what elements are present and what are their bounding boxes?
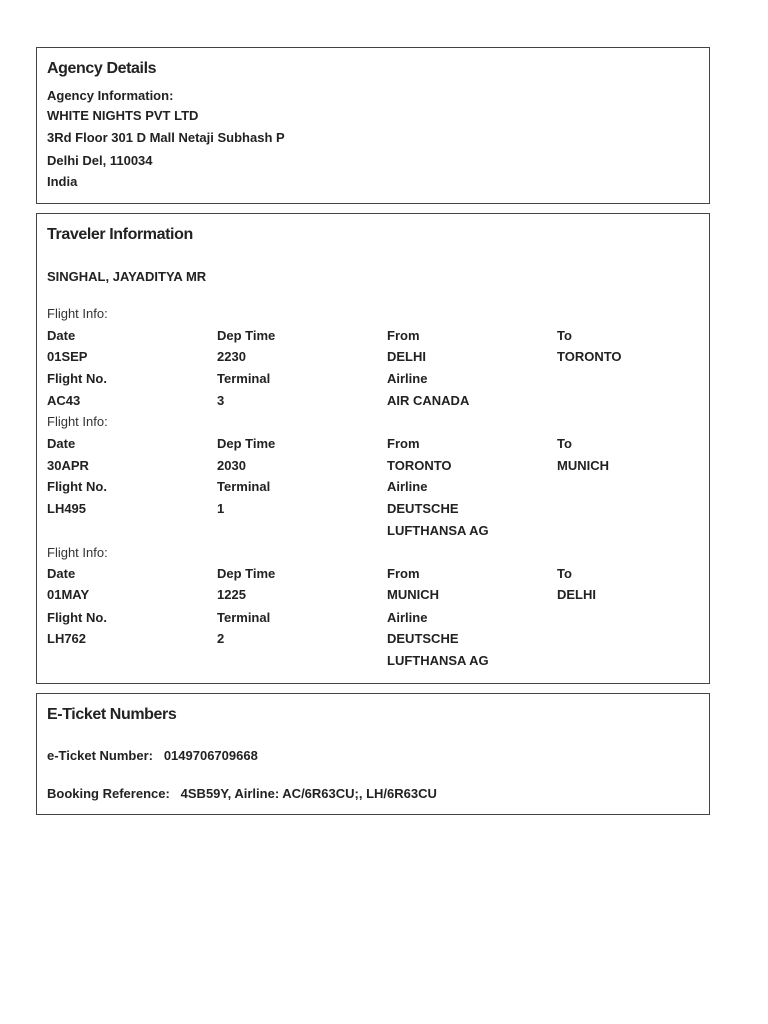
flight-no-header: Flight No. <box>47 479 107 494</box>
flight-from: MUNICH <box>387 587 439 602</box>
flight-airline-continued: LUFTHANSA AG <box>387 523 489 538</box>
terminal-header: Terminal <box>217 479 271 494</box>
flight-date: 01SEP <box>47 349 88 364</box>
agency-address-line1: 3Rd Floor 301 D Mall Netaji Subhash P <box>47 130 285 145</box>
flight-date: 30APR <box>47 458 89 473</box>
agency-details-section <box>36 47 710 204</box>
dep-time-header: Dep Time <box>217 566 276 581</box>
booking-reference-label: Booking Reference: <box>47 786 170 801</box>
flight-number: LH495 <box>47 501 87 516</box>
dep-time-header: Dep Time <box>217 436 276 451</box>
airline-header: Airline <box>387 610 428 625</box>
flight-dep-time: 2030 <box>217 458 246 473</box>
booking-reference-value: 4SB59Y, Airline: AC/6R63CU;, LH/6R63CU <box>180 786 437 801</box>
airline-header: Airline <box>387 479 428 494</box>
flight-from: DELHI <box>387 349 426 364</box>
flight-dep-time: 2230 <box>217 349 246 364</box>
eticket-number-label: e-Ticket Number: <box>47 748 153 763</box>
flight-info-label: Flight Info: <box>47 545 108 560</box>
booking-reference-row <box>47 786 437 802</box>
date-header: Date <box>47 566 76 581</box>
agency-section-title: Agency Details <box>47 60 157 77</box>
eticket-number-row <box>47 748 258 764</box>
flight-airline: DEUTSCHE <box>387 631 459 646</box>
to-header: To <box>557 436 572 451</box>
flight-no-header: Flight No. <box>47 610 107 625</box>
agency-name: WHITE NIGHTS PVT LTD <box>47 108 199 123</box>
agency-address-line2: Delhi Del, 110034 <box>47 153 153 168</box>
flight-dep-time: 1225 <box>217 587 246 602</box>
flight-from: TORONTO <box>387 458 452 473</box>
flight-airline: AIR CANADA <box>387 393 470 408</box>
agency-country: India <box>47 174 78 189</box>
flight-to: TORONTO <box>557 349 622 364</box>
eticket-section-title: E-Ticket Numbers <box>47 706 177 723</box>
flight-number: LH762 <box>47 631 87 646</box>
flight-terminal: 2 <box>217 631 225 646</box>
flight-info-label: Flight Info: <box>47 306 108 321</box>
dep-time-header: Dep Time <box>217 328 276 343</box>
flight-to: DELHI <box>557 587 596 602</box>
date-header: Date <box>47 436 76 451</box>
date-header: Date <box>47 328 76 343</box>
agency-info-label: Agency Information: <box>47 88 174 103</box>
flight-date: 01MAY <box>47 587 90 602</box>
from-header: From <box>387 436 420 451</box>
to-header: To <box>557 328 572 343</box>
to-header: To <box>557 566 572 581</box>
from-header: From <box>387 566 420 581</box>
flight-info-label: Flight Info: <box>47 414 108 429</box>
traveler-name: SINGHAL, JAYADITYA MR <box>47 269 207 284</box>
terminal-header: Terminal <box>217 371 271 386</box>
flight-number: AC43 <box>47 393 81 408</box>
traveler-information-section <box>36 213 710 684</box>
traveler-section-title: Traveler Information <box>47 226 193 243</box>
eticket-number-value: 0149706709668 <box>163 748 258 763</box>
flight-airline: DEUTSCHE <box>387 501 459 516</box>
airline-header: Airline <box>387 371 428 386</box>
flight-terminal: 1 <box>217 501 225 516</box>
flight-terminal: 3 <box>217 393 225 408</box>
flight-airline-continued: LUFTHANSA AG <box>387 653 489 668</box>
from-header: From <box>387 328 420 343</box>
eticket-section <box>36 693 710 815</box>
flight-no-header: Flight No. <box>47 371 107 386</box>
terminal-header: Terminal <box>217 610 271 625</box>
flight-to: MUNICH <box>557 458 609 473</box>
